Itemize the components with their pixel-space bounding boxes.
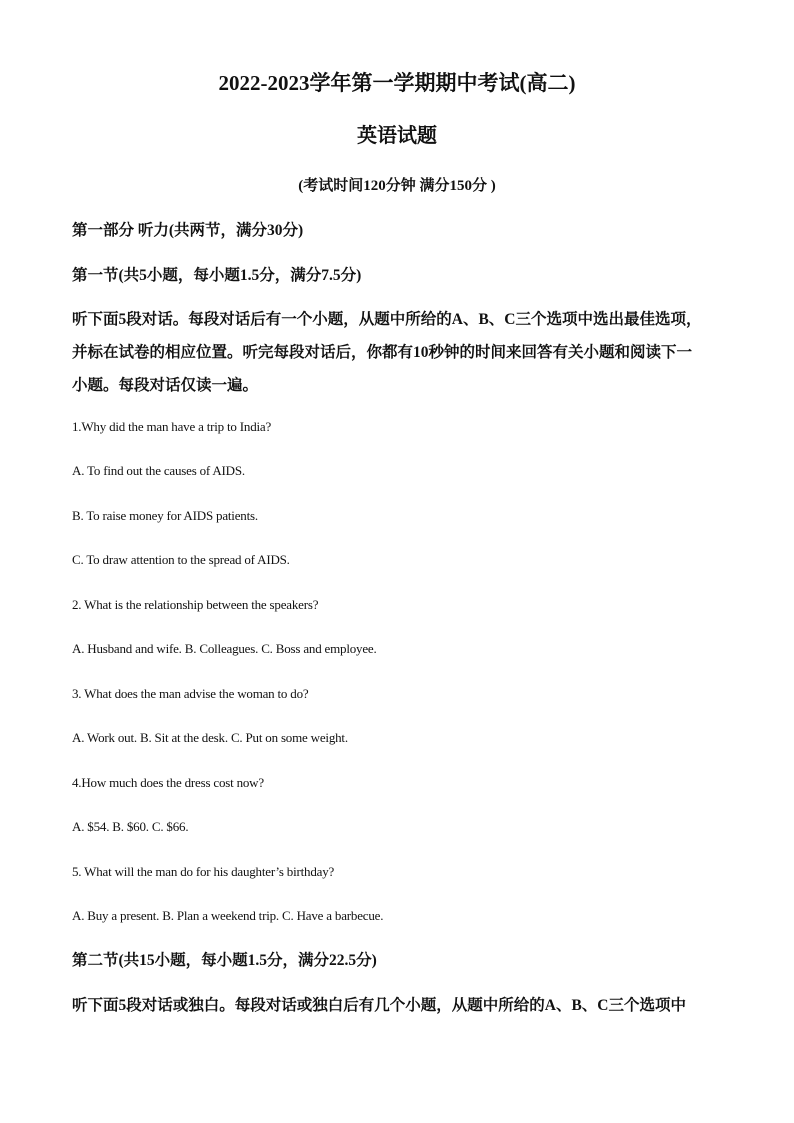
question-4-stem: 4.How much does the dress cost now? — [72, 775, 264, 790]
question-5-stem: 5. What will the man do for his daughter’s birthday? — [72, 864, 335, 879]
question-1-option-b: B. To raise money for AIDS patients. — [72, 508, 258, 523]
section2-instructions — [72, 989, 724, 1022]
exam-info: (考试时间120分钟 满分150分 ) — [298, 178, 496, 194]
instruction-line: 听下面5段对话。每段对话后有一个小题，从题中所给的A、B、C三个选项中选出最佳选项， — [72, 311, 702, 328]
question-2-stem: 2. What is the relationship between the speakers? — [72, 597, 319, 612]
question-2-options: A. Husband and wife. B. Colleagues. C. Boss and employee. — [72, 641, 377, 656]
question-3-stem: 3. What does the man advise the woman to do? — [72, 686, 309, 701]
instruction-line: 听下面5段对话或独白。每段对话或独白后有几个小题，从题中所给的A、B、C三个选项中 — [72, 997, 686, 1014]
question-3-options: A. Work out. B. Sit at the desk. C. Put on some weight. — [72, 730, 348, 745]
instruction-line: 并标在试卷的相应位置。听完每段对话后，你都有10秒钟的时间来回答有关小题和阅读下一 — [72, 344, 693, 361]
question-1-option-c: C. To draw attention to the spread of AIDS. — [72, 552, 290, 567]
section1-instructions — [72, 303, 724, 402]
page-subtitle: 英语试题 — [357, 125, 437, 147]
part1-heading: 第一部分 听力(共两节，满分30分) — [72, 222, 304, 239]
section1-heading: 第一节(共5小题，每小题1.5分，满分7.5分) — [72, 267, 362, 284]
question-5-options: A. Buy a present. B. Plan a weekend trip. C. Have a barbecue. — [72, 908, 384, 923]
page-title: 2022-2023学年第一学期期中考试(高二) — [218, 71, 576, 95]
question-1-option-a: A. To find out the causes of AIDS. — [72, 463, 245, 478]
question-4-options: A. $54. B. $60. C. $66. — [72, 819, 189, 834]
section2-heading: 第二节(共15小题，每小题1.5分，满分22.5分) — [72, 952, 377, 969]
instruction-line: 小题。每段对话仅读一遍。 — [72, 377, 259, 394]
question-1-stem: 1.Why did the man have a trip to India? — [72, 419, 272, 434]
